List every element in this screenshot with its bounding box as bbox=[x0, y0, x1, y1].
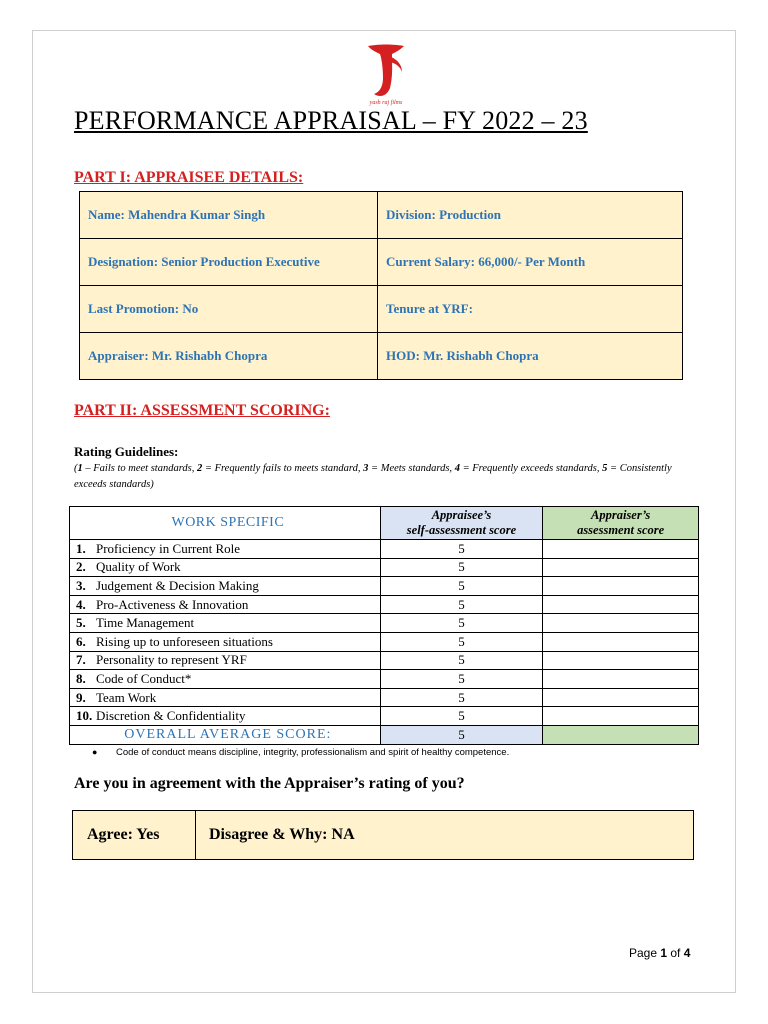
appraiser-score-cell bbox=[543, 540, 699, 559]
criterion-number: 10. bbox=[76, 708, 93, 724]
details-row bbox=[80, 333, 683, 380]
table-row bbox=[70, 707, 699, 726]
appraiser-score-cell bbox=[543, 707, 699, 726]
table-row bbox=[70, 540, 699, 559]
self-score-cell: 5 bbox=[380, 614, 543, 633]
appraiser-score-cell bbox=[543, 651, 699, 670]
rating-guidelines-title: Rating Guidelines: bbox=[74, 444, 179, 459]
rating-guidelines-text: (1 – Fails to meet standards, 2 = Frequently fails to meets standard, 3 = Meets standards, 4 = Frequently exceeds standards, 5 = Consistently exceeds standards) bbox=[74, 463, 672, 490]
criterion-cell bbox=[70, 558, 381, 577]
appraiser-header-line2: assessment score bbox=[577, 523, 665, 537]
criterion-number: 5. bbox=[76, 615, 86, 631]
rating-desc-part: = Consistently exceeds standards) bbox=[74, 463, 672, 490]
work-specific-header: WORK SPECIFIC bbox=[70, 507, 381, 540]
table-row bbox=[70, 688, 699, 707]
appraiser-score-cell bbox=[543, 577, 699, 596]
page-number bbox=[629, 946, 690, 960]
details-row bbox=[80, 286, 683, 333]
code-of-conduct-footnote bbox=[92, 747, 510, 758]
rating-num: 2 bbox=[196, 463, 203, 474]
overall-average-label: OVERALL AVERAGE SCORE: bbox=[70, 725, 381, 744]
assessment-score-table bbox=[69, 506, 699, 745]
part2-heading: PART II: ASSESSMENT SCORING: bbox=[74, 402, 330, 419]
appraiser-score-header bbox=[543, 507, 699, 540]
disagree-cell: Disagree & Why: NA bbox=[196, 811, 694, 860]
criterion-cell bbox=[70, 670, 381, 689]
logo-caption: yash raj films bbox=[369, 100, 403, 106]
detail-name: Name: Mahendra Kumar Singh bbox=[80, 192, 378, 239]
table-row bbox=[70, 577, 699, 596]
criterion-label: Time Management bbox=[96, 615, 195, 631]
appraiser-score-cell bbox=[543, 558, 699, 577]
agreement-table bbox=[72, 810, 694, 860]
agreement-row bbox=[73, 811, 694, 860]
detail-designation: Designation: Senior Production Executive bbox=[80, 239, 378, 286]
appraiser-header-line1: Appraiser’s bbox=[591, 508, 651, 522]
page-current: 1 bbox=[660, 946, 668, 960]
criterion-label: Proficiency in Current Role bbox=[96, 540, 241, 556]
criterion-number: 8. bbox=[76, 670, 86, 686]
rating-num: 1 bbox=[77, 463, 83, 474]
criterion-cell bbox=[70, 688, 381, 707]
self-score-cell: 5 bbox=[380, 651, 543, 670]
criterion-cell bbox=[70, 651, 381, 670]
appraiser-score-cell bbox=[543, 595, 699, 614]
page-prefix: Page bbox=[629, 946, 661, 960]
detail-salary: Current Salary: 66,000/- Per Month bbox=[378, 239, 683, 286]
details-row bbox=[80, 192, 683, 239]
table-row bbox=[70, 651, 699, 670]
criterion-number: 4. bbox=[76, 596, 86, 612]
table-row bbox=[70, 595, 699, 614]
rating-desc-part: – Fails to meet standards, bbox=[82, 463, 197, 474]
rating-desc-part: = Frequently fails to meets standard, bbox=[202, 463, 364, 474]
criterion-number: 9. bbox=[76, 689, 86, 705]
criterion-cell bbox=[70, 577, 381, 596]
overall-average-row bbox=[70, 725, 699, 744]
appraisee-details-table bbox=[79, 191, 683, 380]
footnote-text: Code of conduct means discipline, integrity, professionalism and spirit of healthy competence. bbox=[116, 747, 510, 758]
criterion-label: Code of Conduct* bbox=[96, 670, 192, 686]
self-score-cell: 5 bbox=[380, 577, 543, 596]
table-row bbox=[70, 614, 699, 633]
appraiser-score-cell bbox=[543, 614, 699, 633]
self-score-cell: 5 bbox=[380, 540, 543, 559]
self-score-cell: 5 bbox=[380, 595, 543, 614]
table-row bbox=[70, 558, 699, 577]
criterion-number: 3. bbox=[76, 577, 86, 593]
appraiser-score-cell bbox=[543, 688, 699, 707]
self-score-cell: 5 bbox=[380, 707, 543, 726]
page-of: of bbox=[667, 946, 684, 960]
yrf-logo-icon bbox=[362, 42, 410, 108]
criterion-label: Discretion & Confidentiality bbox=[96, 708, 246, 724]
rating-desc-part: = Meets standards, bbox=[368, 463, 455, 474]
criterion-cell bbox=[70, 614, 381, 633]
criterion-label: Team Work bbox=[96, 689, 157, 705]
criterion-label: Judgement & Decision Making bbox=[96, 577, 259, 593]
part1-heading: PART I: APPRAISEE DETAILS: bbox=[74, 169, 304, 186]
criterion-number: 6. bbox=[76, 633, 86, 649]
score-header-row bbox=[70, 507, 699, 540]
self-header-line2: self-assessment score bbox=[406, 523, 517, 537]
self-score-cell: 5 bbox=[380, 688, 543, 707]
self-header-line1: Appraisee’s bbox=[431, 508, 492, 522]
self-score-header bbox=[380, 507, 543, 540]
rating-num: 4 bbox=[454, 463, 460, 474]
overall-appraiser-score bbox=[543, 725, 699, 744]
details-row bbox=[80, 239, 683, 286]
page-total: 4 bbox=[683, 946, 691, 960]
self-score-cell: 5 bbox=[380, 558, 543, 577]
detail-tenure: Tenure at YRF: bbox=[378, 286, 683, 333]
detail-hod: HOD: Mr. Rishabh Chopra bbox=[378, 333, 683, 380]
self-score-cell: 5 bbox=[380, 632, 543, 651]
appraiser-score-cell bbox=[543, 670, 699, 689]
page-title: PERFORMANCE APPRAISAL – FY 2022 – 23 bbox=[74, 106, 588, 135]
table-row bbox=[70, 632, 699, 651]
table-row bbox=[70, 670, 699, 689]
criterion-label: Pro-Activeness & Innovation bbox=[96, 596, 249, 612]
criterion-label: Quality of Work bbox=[96, 559, 181, 575]
detail-division: Division: Production bbox=[378, 192, 683, 239]
rating-num: 3 bbox=[363, 463, 369, 474]
bullet-icon: ● bbox=[92, 747, 98, 757]
self-score-cell: 5 bbox=[380, 670, 543, 689]
criterion-cell bbox=[70, 632, 381, 651]
overall-self-score: 5 bbox=[380, 725, 543, 744]
rating-num: 5 bbox=[602, 463, 608, 474]
criterion-number: 1. bbox=[76, 540, 86, 556]
detail-last-promotion: Last Promotion: No bbox=[80, 286, 378, 333]
agreement-question: Are you in agreement with the Appraiser’s rating of you? bbox=[74, 775, 465, 792]
criterion-label: Rising up to unforeseen situations bbox=[96, 633, 273, 649]
rating-desc-part: = Frequently exceeds standards, bbox=[459, 463, 603, 474]
criterion-cell bbox=[70, 707, 381, 726]
criterion-label: Personality to represent YRF bbox=[96, 652, 247, 668]
detail-appraiser: Appraiser: Mr. Rishabh Chopra bbox=[80, 333, 378, 380]
criterion-cell bbox=[70, 540, 381, 559]
appraiser-score-cell bbox=[543, 632, 699, 651]
criterion-number: 2. bbox=[76, 559, 86, 575]
criterion-number: 7. bbox=[76, 652, 86, 668]
agree-cell: Agree: Yes bbox=[73, 811, 196, 860]
criterion-cell bbox=[70, 595, 381, 614]
